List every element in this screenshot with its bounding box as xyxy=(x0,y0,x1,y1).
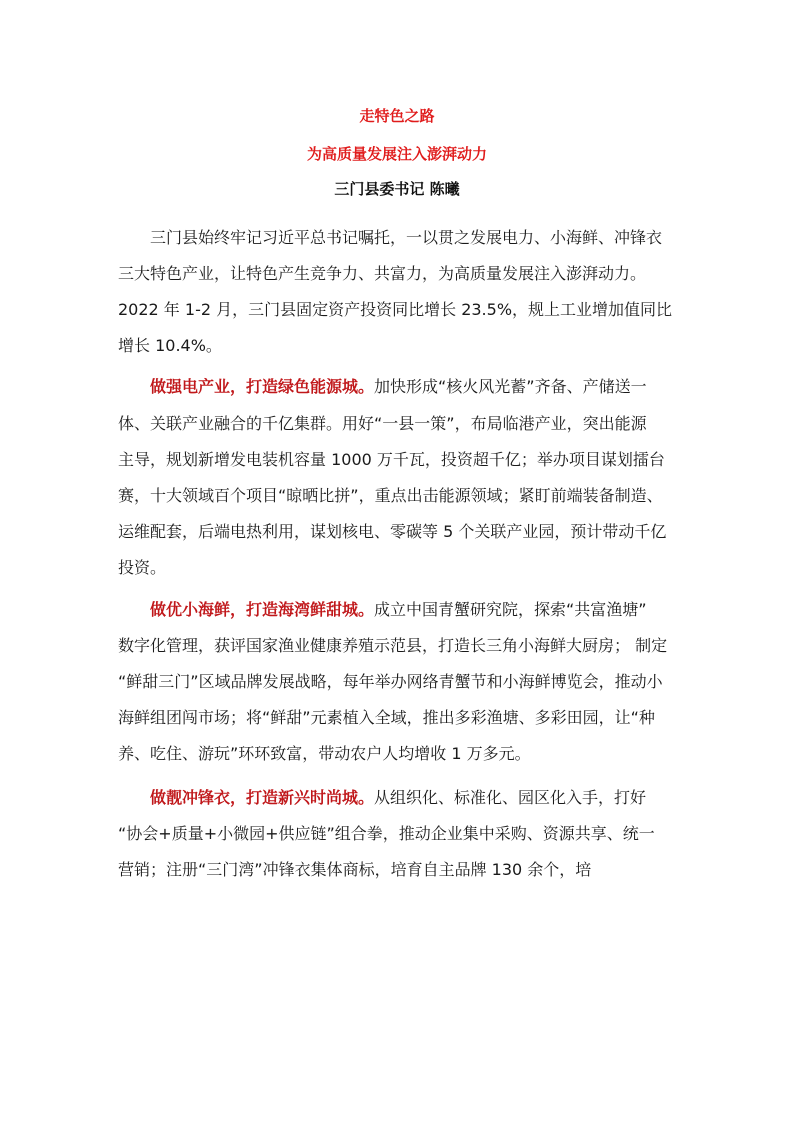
section2-first-rest: 成立中国青蟹研究院，探索“共富渔塘” xyxy=(374,600,647,619)
intro-line-3: 2022 年 1-2 月，三门县固定资产投资同比增长 23.5%，规上工业增加值同比 xyxy=(118,300,673,319)
intro-line-2: 三大特色产业，让特色产生竞争力、共富力，为高质量发展注入澎湃动力。 xyxy=(118,264,647,283)
section1-first-line xyxy=(150,377,647,397)
document-subtitle: 为高质量发展注入澎湃动力 xyxy=(306,145,487,163)
section1-line-5: 运维配套，后端电热利用，谋划核电、零碳等 5 个关联产业园，预计带动千亿 xyxy=(118,522,667,541)
section2-first-line xyxy=(150,600,647,620)
section3-line-2: “协会+质量+小微园+供应链”组合拳，推动企业集中采购、资源共享、统一 xyxy=(118,824,655,843)
section1-line-4: 赛，十大领域百个项目“晾晒比拼”，重点出击能源领域；紧盯前端装备制造、 xyxy=(118,486,663,505)
section1-first-rest: 加快形成“核火风光蓄”齐备、产储送一 xyxy=(374,377,647,396)
section3-first-line xyxy=(150,788,646,808)
document-title: 走特色之路 xyxy=(359,107,435,125)
section1-line-6: 投资。 xyxy=(118,558,167,577)
section2-line-2: 数字化管理，获评国家渔业健康养殖示范县，打造长三角小海鲜大厨房； 制定 xyxy=(118,636,668,655)
section1-lead: 做强电产业，打造绿色能源城。 xyxy=(150,377,375,396)
document-byline: 三门县委书记 陈曦 xyxy=(334,180,460,198)
section2-line-3: “鲜甜三门”区域品牌发展战略，每年举办网络青蟹节和小海鲜博览会，推动小 xyxy=(118,672,663,691)
section1-line-3: 主导，规划新增发电装机容量 1000 万千瓦，投资超千亿；举办项目谋划擂台 xyxy=(118,450,665,469)
section2-line-4: 海鲜组团闯市场；将“鲜甜”元素植入全域，推出多彩渔塘、多彩田园，让“种 xyxy=(118,708,655,727)
intro-line-4: 增长 10.4%。 xyxy=(118,336,222,355)
section2-lead: 做优小海鲜，打造海湾鲜甜城。 xyxy=(150,600,375,619)
section1-line-2: 体、关联产业融合的千亿集群。用好“一县一策”，布局临港产业，突出能源 xyxy=(118,414,647,433)
section3-first-rest: 从组织化、标准化、园区化入手，打好 xyxy=(374,788,647,807)
section3-line-3: 营销；注册“三门湾”冲锋衣集体商标，培育自主品牌 130 余个，培 xyxy=(118,860,592,879)
section2-line-5: 养、吃住、游玩”环环致富，带动农户人均增收 1 万多元。 xyxy=(118,744,531,763)
intro-line-1: 三门县始终牢记习近平总书记嘱托，一以贯之发展电力、小海鲜、冲锋衣 xyxy=(150,228,663,247)
section3-lead: 做靓冲锋衣，打造新兴时尚城。 xyxy=(150,788,375,807)
